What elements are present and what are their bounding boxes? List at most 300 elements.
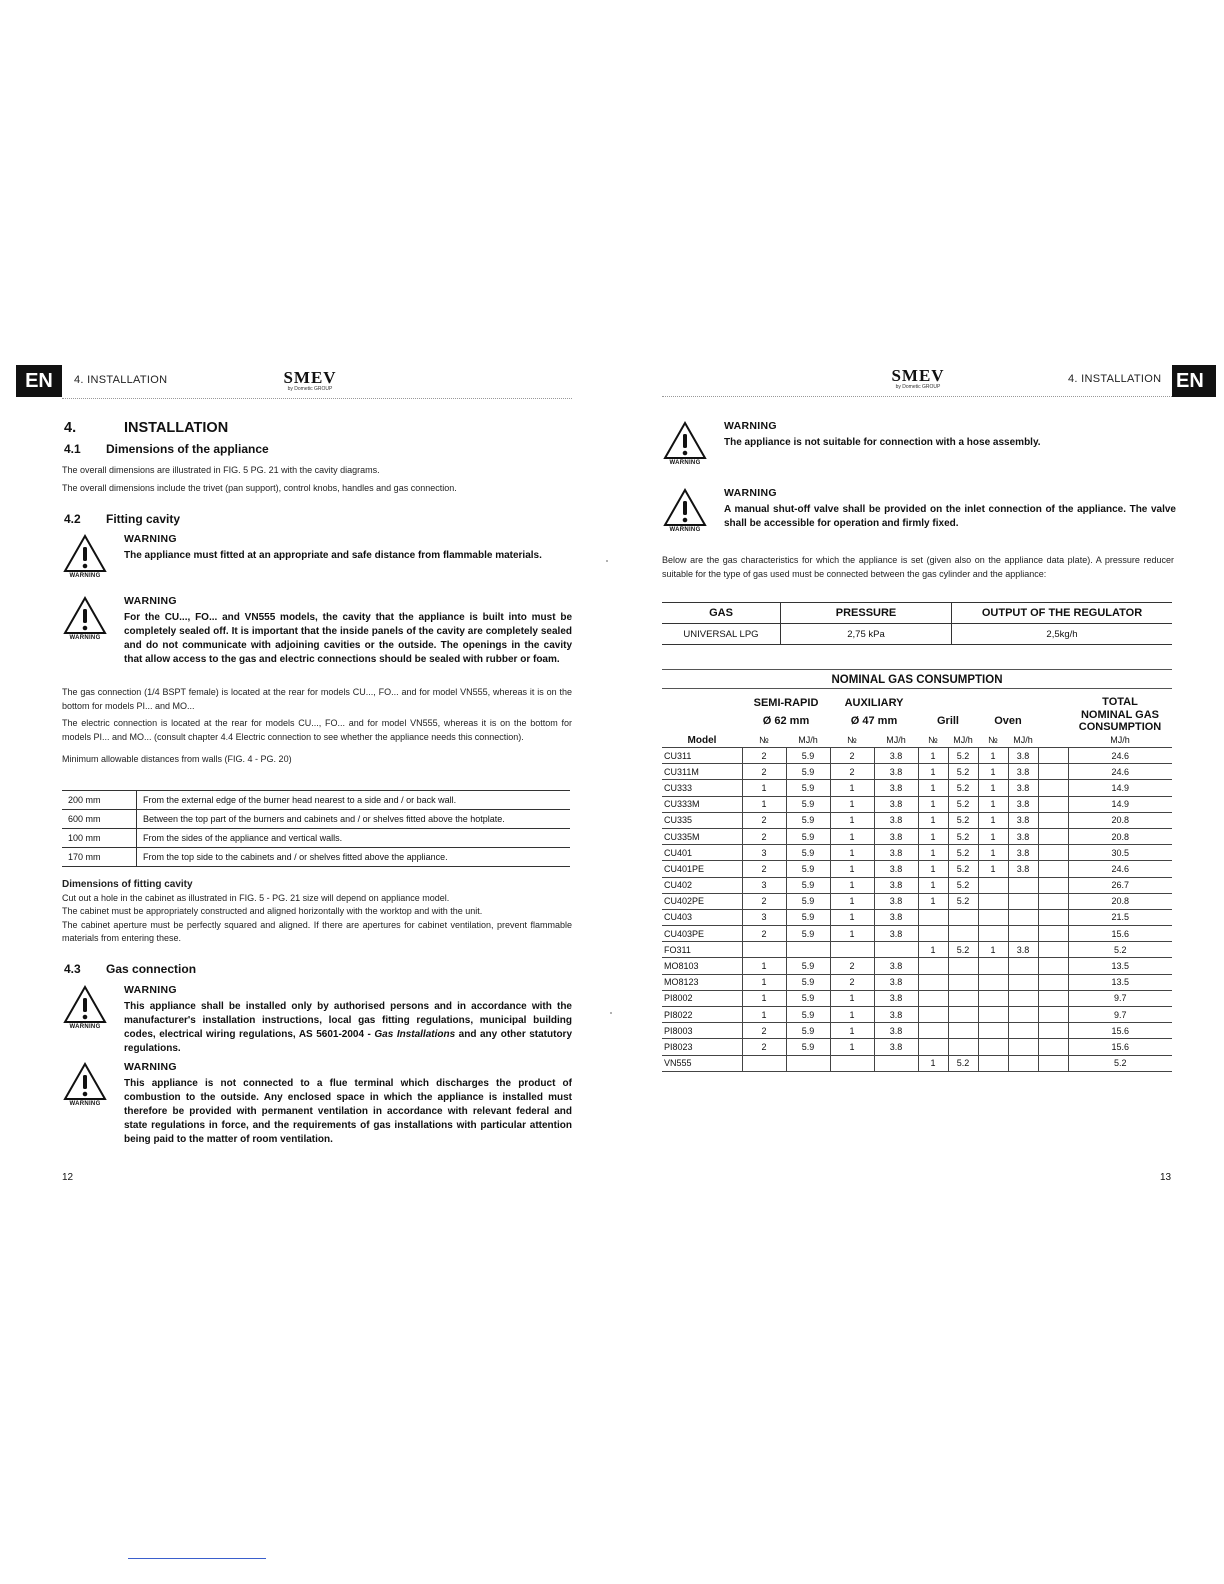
group-semi-rapid: SEMI-RAPID bbox=[753, 697, 819, 709]
column-spacer bbox=[1038, 974, 1068, 990]
value-cell bbox=[1008, 893, 1038, 909]
model-cell: CU402 bbox=[662, 877, 742, 893]
gas-table-header: PRESSURE bbox=[781, 603, 952, 624]
model-cell: CU401PE bbox=[662, 861, 742, 877]
paragraph: The electric connection is located at the rear for models CU..., FO... and for model VN555, whereas it is on the bottom for models PI... and MO... (consult chapter 4.4 Electric connection to see whether the appliance needs this connection). bbox=[62, 718, 572, 742]
group-total-lines bbox=[1068, 709, 1172, 733]
value-cell: 5.2 bbox=[948, 877, 978, 893]
value-cell: 1 bbox=[830, 990, 874, 1006]
model-cell: CU333M bbox=[662, 796, 742, 812]
value-cell bbox=[978, 990, 1008, 1006]
value-cell: 5.9 bbox=[786, 764, 830, 780]
value-cell: 3.8 bbox=[1008, 942, 1038, 958]
value-cell: 1 bbox=[742, 990, 786, 1006]
warning-text-part: This appliance shall be installed only by authorised persons and in accordance with the manufacturer's installation instructions, local gas fitting regulations, municipal building codes, electrical wiring regulations, AS 5601-2004 - bbox=[124, 1001, 572, 1040]
value-cell: 3.8 bbox=[1008, 748, 1038, 764]
model-cell: CU311M bbox=[662, 764, 742, 780]
total-cell: 5.2 bbox=[1068, 1055, 1172, 1071]
cavity-dimensions-text bbox=[62, 878, 572, 946]
table-row bbox=[662, 1039, 1172, 1055]
total-cell: 9.7 bbox=[1068, 1007, 1172, 1023]
warning-icon-label: WARNING bbox=[69, 1024, 101, 1030]
page-number: 13 bbox=[1160, 1172, 1172, 1183]
value-cell: 1 bbox=[830, 1039, 874, 1055]
value-cell: 3.8 bbox=[874, 845, 918, 861]
value-cell: 1 bbox=[830, 828, 874, 844]
value-cell: 3.8 bbox=[874, 1007, 918, 1023]
column-spacer bbox=[1038, 780, 1068, 796]
model-cell: PI8003 bbox=[662, 1023, 742, 1039]
table-row bbox=[662, 990, 1172, 1006]
total-cell: 26.7 bbox=[1068, 877, 1172, 893]
table-row bbox=[662, 1023, 1172, 1039]
section-4-1-number: 4.1 bbox=[64, 442, 81, 456]
value-cell: 3.8 bbox=[874, 828, 918, 844]
value-cell: 5.9 bbox=[786, 958, 830, 974]
warning-block bbox=[662, 487, 1176, 543]
total-cell: 21.5 bbox=[1068, 909, 1172, 925]
blue-rule bbox=[128, 1558, 266, 1559]
column-spacer bbox=[1038, 1055, 1068, 1071]
table-row bbox=[662, 1055, 1172, 1071]
value-cell bbox=[874, 942, 918, 958]
warning-icon-label: WARNING bbox=[669, 460, 701, 466]
value-cell: 2 bbox=[742, 748, 786, 764]
table-row bbox=[662, 624, 1172, 645]
value-cell: 3.8 bbox=[1008, 796, 1038, 812]
value-cell: 5.9 bbox=[786, 780, 830, 796]
value-cell bbox=[918, 990, 948, 1006]
scan-mark bbox=[610, 1012, 612, 1014]
value-cell: 1 bbox=[918, 861, 948, 877]
total-cell: 14.9 bbox=[1068, 780, 1172, 796]
value-cell bbox=[1008, 1007, 1038, 1023]
value-cell: 1 bbox=[978, 764, 1008, 780]
warning-text: This appliance is not connected to a flue terminal which discharges the product of combustion to the outside. Any enclosed space in which the appliance is installed must therefore be provided with permanent ventilation in accordance with relevant federal and state regulations in force, and the requirements of gas installations with particular attention being paid to the matter of room ventilation. bbox=[124, 1078, 572, 1145]
value-cell: 5.9 bbox=[786, 845, 830, 861]
value-cell: 1 bbox=[830, 812, 874, 828]
gas-table-header: GAS bbox=[662, 603, 781, 624]
group-total-line-2: NOMINAL GAS bbox=[1080, 709, 1160, 721]
column-header-model: Model bbox=[662, 733, 742, 748]
value-cell bbox=[978, 958, 1008, 974]
value-cell bbox=[1008, 909, 1038, 925]
gas-table-header: OUTPUT OF THE REGULATOR bbox=[952, 603, 1173, 624]
warning-icon bbox=[662, 420, 708, 466]
table-row bbox=[62, 810, 570, 829]
warning-block bbox=[62, 984, 572, 1058]
total-cell: 24.6 bbox=[1068, 748, 1172, 764]
language-tab: EN bbox=[16, 365, 62, 397]
value-cell: 5.2 bbox=[948, 780, 978, 796]
value-cell: 3 bbox=[742, 909, 786, 925]
value-cell: 1 bbox=[918, 1055, 948, 1071]
total-cell: 20.8 bbox=[1068, 812, 1172, 828]
warning-icon bbox=[662, 487, 708, 533]
value-cell bbox=[786, 1055, 830, 1071]
logo-subtitle: by Dometic GROUP bbox=[287, 386, 333, 392]
model-cell: VN555 bbox=[662, 1055, 742, 1071]
warning-icon-label: WARNING bbox=[669, 527, 701, 533]
warning-icon bbox=[62, 1061, 108, 1107]
section-4-1-text bbox=[62, 464, 572, 495]
distance-value: 100 mm bbox=[62, 829, 137, 848]
value-cell bbox=[978, 1039, 1008, 1055]
value-cell: 3.8 bbox=[874, 893, 918, 909]
value-cell: 3.8 bbox=[874, 909, 918, 925]
value-cell: 1 bbox=[978, 780, 1008, 796]
value-cell: 5.9 bbox=[786, 974, 830, 990]
distance-value: 600 mm bbox=[62, 810, 137, 829]
value-cell: 5.2 bbox=[948, 845, 978, 861]
value-cell bbox=[948, 1007, 978, 1023]
column-spacer bbox=[1038, 1007, 1068, 1023]
smev-logo bbox=[270, 370, 350, 392]
value-cell bbox=[948, 1023, 978, 1039]
value-cell bbox=[918, 926, 948, 942]
table-row bbox=[662, 748, 1172, 764]
model-cell: CU403PE bbox=[662, 926, 742, 942]
column-header-unit: MJ/h bbox=[874, 733, 918, 748]
value-cell bbox=[1008, 990, 1038, 1006]
group-total-line-1: TOTAL bbox=[1102, 696, 1138, 708]
model-cell: MO8103 bbox=[662, 958, 742, 974]
value-cell bbox=[978, 909, 1008, 925]
value-cell: 5.2 bbox=[948, 861, 978, 877]
value-cell: 5.2 bbox=[948, 1055, 978, 1071]
value-cell: 3.8 bbox=[874, 764, 918, 780]
value-cell: 1 bbox=[830, 877, 874, 893]
warning-title: WARNING bbox=[724, 420, 777, 432]
column-spacer bbox=[1038, 926, 1068, 942]
value-cell: 5.9 bbox=[786, 990, 830, 1006]
table-row bbox=[662, 861, 1172, 877]
value-cell: 5.2 bbox=[948, 893, 978, 909]
value-cell bbox=[786, 942, 830, 958]
scan-mark bbox=[606, 560, 608, 562]
value-cell: 1 bbox=[978, 796, 1008, 812]
warning-title: WARNING bbox=[124, 533, 177, 545]
distance-description: From the external edge of the burner head nearest to a side and / or back wall. bbox=[137, 791, 571, 810]
value-cell: 1 bbox=[918, 877, 948, 893]
column-spacer bbox=[1038, 764, 1068, 780]
column-spacer bbox=[1038, 812, 1068, 828]
paragraph: The gas connection (1/4 BSPT female) is located at the rear for models CU..., FO... and for model VN555, whereas it is on the bottom for models PI... and MO... bbox=[62, 687, 572, 711]
chapter-number: 4. bbox=[64, 420, 77, 436]
distance-description: From the sides of the appliance and vertical walls. bbox=[137, 829, 571, 848]
distance-value: 170 mm bbox=[62, 848, 137, 867]
column-header-unit: MJ/h bbox=[948, 733, 978, 748]
group-auxiliary-diameter: Ø 47 mm bbox=[850, 715, 898, 727]
value-cell bbox=[948, 974, 978, 990]
table-row bbox=[662, 958, 1172, 974]
value-cell bbox=[830, 1055, 874, 1071]
value-cell: 5.9 bbox=[786, 893, 830, 909]
column-spacer bbox=[1038, 877, 1068, 893]
value-cell bbox=[874, 1055, 918, 1071]
value-cell: 3.8 bbox=[1008, 828, 1038, 844]
value-cell: 1 bbox=[978, 828, 1008, 844]
table-row bbox=[662, 926, 1172, 942]
warning-text: The appliance is not suitable for connection with a hose assembly. bbox=[724, 437, 1041, 448]
logo-brand: SMEV bbox=[283, 368, 337, 387]
warning-text: For the CU..., FO... and VN555 models, the cavity that the appliance is built into must be completely sealed off. It is important that the inside panels of the cavity are completely sealed and do not communicate with adjoining cavities or the outside. The openings in the cavity that allow access to the gas and electric connections should be sealed with rubber or foam. bbox=[124, 612, 572, 665]
value-cell: 3.8 bbox=[1008, 780, 1038, 796]
table-row bbox=[662, 764, 1172, 780]
table-row bbox=[662, 877, 1172, 893]
value-cell: 2 bbox=[830, 748, 874, 764]
distances-table bbox=[62, 790, 570, 867]
warning-icon bbox=[62, 533, 108, 579]
value-cell: 1 bbox=[742, 780, 786, 796]
value-cell: 1 bbox=[830, 909, 874, 925]
header-section-title: 4. INSTALLATION bbox=[1068, 373, 1162, 385]
value-cell: 2 bbox=[742, 828, 786, 844]
value-cell bbox=[918, 909, 948, 925]
value-cell bbox=[1008, 926, 1038, 942]
gas-table-cell: 2,75 kPa bbox=[781, 624, 952, 645]
column-spacer bbox=[1038, 828, 1068, 844]
group-semi-rapid-diameter: Ø 62 mm bbox=[762, 715, 810, 727]
value-cell: 1 bbox=[742, 796, 786, 812]
logo-subtitle: by Dometic GROUP bbox=[895, 384, 941, 390]
warning-text bbox=[124, 1000, 572, 1056]
value-cell: 1 bbox=[918, 796, 948, 812]
value-cell: 2 bbox=[830, 974, 874, 990]
total-cell: 15.6 bbox=[1068, 926, 1172, 942]
warning-text: A manual shut-off valve shall be provided on the inlet connection of the appliance. The valve shall be accessible for operation and firmly fixed. bbox=[724, 504, 1176, 529]
column-spacer bbox=[1038, 845, 1068, 861]
column-header-unit: № bbox=[978, 733, 1008, 748]
value-cell: 1 bbox=[918, 828, 948, 844]
value-cell: 3.8 bbox=[874, 1023, 918, 1039]
value-cell: 3.8 bbox=[1008, 764, 1038, 780]
value-cell bbox=[742, 942, 786, 958]
chapter-title: INSTALLATION bbox=[124, 420, 229, 436]
paragraph: Cut out a hole in the cabinet as illustrated in FIG. 5 - PG. 21 size will depend on appliance model. bbox=[62, 892, 450, 903]
value-cell bbox=[948, 909, 978, 925]
value-cell bbox=[1008, 877, 1038, 893]
value-cell bbox=[1008, 1023, 1038, 1039]
value-cell bbox=[918, 1023, 948, 1039]
smev-logo bbox=[878, 368, 958, 390]
column-header-unit: MJ/h bbox=[1008, 733, 1038, 748]
table-row bbox=[662, 845, 1172, 861]
value-cell bbox=[978, 1023, 1008, 1039]
value-cell: 3.8 bbox=[874, 926, 918, 942]
table-row bbox=[662, 780, 1172, 796]
model-cell: PI8022 bbox=[662, 1007, 742, 1023]
value-cell bbox=[742, 1055, 786, 1071]
model-cell: CU335 bbox=[662, 812, 742, 828]
paragraph: The cabinet must be appropriately constructed and aligned horizontally with the worktop and with the unit. bbox=[62, 906, 483, 916]
gas-table-cell: UNIVERSAL LPG bbox=[662, 624, 781, 645]
value-cell bbox=[978, 877, 1008, 893]
warning-title: WARNING bbox=[124, 1061, 177, 1073]
value-cell: 3.8 bbox=[874, 812, 918, 828]
table-row bbox=[662, 812, 1172, 828]
value-cell: 1 bbox=[918, 845, 948, 861]
value-cell: 1 bbox=[830, 926, 874, 942]
value-cell: 3.8 bbox=[874, 780, 918, 796]
value-cell: 1 bbox=[918, 812, 948, 828]
value-cell: 1 bbox=[918, 780, 948, 796]
column-header-unit: № bbox=[918, 733, 948, 748]
model-cell: CU402PE bbox=[662, 893, 742, 909]
section-4-3-title: Gas connection bbox=[106, 962, 197, 976]
total-cell: 5.2 bbox=[1068, 942, 1172, 958]
value-cell: 2 bbox=[742, 926, 786, 942]
value-cell: 1 bbox=[978, 748, 1008, 764]
warning-icon-label: WARNING bbox=[69, 1101, 101, 1107]
group-total-line-3: CONSUMPTION bbox=[1078, 721, 1162, 733]
warning-title: WARNING bbox=[124, 984, 177, 996]
total-cell: 24.6 bbox=[1068, 764, 1172, 780]
gas-table-cell: 2,5kg/h bbox=[952, 624, 1173, 645]
column-spacer bbox=[1038, 861, 1068, 877]
value-cell: 5.2 bbox=[948, 748, 978, 764]
value-cell: 3.8 bbox=[874, 796, 918, 812]
model-cell: MO8123 bbox=[662, 974, 742, 990]
value-cell: 5.2 bbox=[948, 812, 978, 828]
column-spacer bbox=[1038, 958, 1068, 974]
value-cell: 5.9 bbox=[786, 828, 830, 844]
header-rule bbox=[62, 398, 572, 399]
section-4-2-title: Fitting cavity bbox=[106, 512, 181, 526]
value-cell: 5.9 bbox=[786, 909, 830, 925]
column-header-unit: № bbox=[742, 733, 786, 748]
value-cell: 5.9 bbox=[786, 748, 830, 764]
section-4-1-title: Dimensions of the appliance bbox=[106, 442, 269, 456]
right-page bbox=[612, 0, 1224, 1584]
total-cell: 13.5 bbox=[1068, 974, 1172, 990]
value-cell: 1 bbox=[830, 780, 874, 796]
paragraph: The cabinet aperture must be perfectly squared and aligned. If there are apertures for cabinet ventilation, prevent flammable materials from entering these. bbox=[62, 919, 572, 943]
distance-value: 200 mm bbox=[62, 791, 137, 810]
standard-title: Gas Installations bbox=[374, 1029, 456, 1040]
value-cell: 1 bbox=[830, 861, 874, 877]
value-cell bbox=[1008, 1039, 1038, 1055]
value-cell: 5.9 bbox=[786, 861, 830, 877]
value-cell: 1 bbox=[742, 958, 786, 974]
value-cell: 5.2 bbox=[948, 796, 978, 812]
value-cell bbox=[978, 974, 1008, 990]
value-cell bbox=[918, 974, 948, 990]
value-cell: 2 bbox=[742, 861, 786, 877]
value-cell bbox=[948, 926, 978, 942]
value-cell bbox=[1008, 974, 1038, 990]
value-cell: 1 bbox=[830, 845, 874, 861]
model-cell: CU401 bbox=[662, 845, 742, 861]
total-cell: 14.9 bbox=[1068, 796, 1172, 812]
warning-title: WARNING bbox=[124, 595, 177, 607]
value-cell bbox=[948, 958, 978, 974]
column-spacer bbox=[1038, 1039, 1068, 1055]
value-cell: 3.8 bbox=[874, 1039, 918, 1055]
value-cell: 3.8 bbox=[1008, 861, 1038, 877]
table-row bbox=[662, 1007, 1172, 1023]
group-oven: Oven bbox=[994, 715, 1022, 727]
value-cell: 1 bbox=[742, 974, 786, 990]
value-cell bbox=[918, 1007, 948, 1023]
warning-title: WARNING bbox=[724, 487, 777, 499]
column-spacer bbox=[1038, 748, 1068, 764]
value-cell: 1 bbox=[742, 1007, 786, 1023]
warning-icon bbox=[62, 984, 108, 1030]
total-cell: 13.5 bbox=[1068, 958, 1172, 974]
model-cell: CU403 bbox=[662, 909, 742, 925]
warning-block bbox=[662, 420, 1176, 476]
total-cell: 20.8 bbox=[1068, 828, 1172, 844]
value-cell: 1 bbox=[978, 845, 1008, 861]
column-spacer bbox=[1038, 1023, 1068, 1039]
value-cell: 3.8 bbox=[1008, 812, 1038, 828]
header-rule bbox=[662, 396, 1172, 397]
table-row bbox=[62, 791, 570, 810]
value-cell: 2 bbox=[742, 764, 786, 780]
column-spacer bbox=[1038, 942, 1068, 958]
model-cell: CU335M bbox=[662, 828, 742, 844]
value-cell bbox=[918, 1039, 948, 1055]
table-row bbox=[62, 829, 570, 848]
value-cell: 2 bbox=[830, 958, 874, 974]
column-header-unit: № bbox=[830, 733, 874, 748]
total-cell: 15.6 bbox=[1068, 1039, 1172, 1055]
warning-text: The appliance must fitted at an appropriate and safe distance from flammable materials. bbox=[124, 550, 542, 561]
model-cell: CU333 bbox=[662, 780, 742, 796]
value-cell: 2 bbox=[742, 893, 786, 909]
column-spacer bbox=[1038, 796, 1068, 812]
column-spacer bbox=[1038, 990, 1068, 1006]
paragraph: Minimum allowable distances from walls (FIG. 4 - PG. 20) bbox=[62, 754, 292, 764]
language-tab: EN bbox=[1172, 365, 1216, 397]
value-cell: 3.8 bbox=[1008, 845, 1038, 861]
value-cell bbox=[830, 942, 874, 958]
column-spacer bbox=[1038, 893, 1068, 909]
gas-intro-text: Below are the gas characteristics for which the appliance is set (given also on the appliance data plate). A pressure reducer suitable for the type of gas used must be connected between the gas cylinder and the appliance: bbox=[662, 555, 1174, 579]
logo-brand: SMEV bbox=[891, 366, 945, 385]
gas-consumption-table bbox=[662, 672, 1172, 1072]
value-cell: 1 bbox=[978, 861, 1008, 877]
value-cell: 2 bbox=[742, 812, 786, 828]
value-cell: 1 bbox=[830, 893, 874, 909]
model-cell: FO311 bbox=[662, 942, 742, 958]
warning-icon-label: WARNING bbox=[69, 635, 101, 641]
value-cell: 1 bbox=[830, 1023, 874, 1039]
warning-icon bbox=[62, 595, 108, 641]
section-4-2-number: 4.2 bbox=[64, 512, 81, 526]
paragraph: The overall dimensions include the trivet (pan support), control knobs, handles and gas connection. bbox=[62, 482, 457, 493]
table-row bbox=[662, 796, 1172, 812]
value-cell: 5.9 bbox=[786, 796, 830, 812]
subheading: Dimensions of fitting cavity bbox=[62, 879, 193, 890]
model-cell: PI8023 bbox=[662, 1039, 742, 1055]
header-section-title: 4. INSTALLATION bbox=[74, 374, 168, 386]
section-rule bbox=[662, 669, 1172, 670]
total-cell: 24.6 bbox=[1068, 861, 1172, 877]
value-cell bbox=[948, 1039, 978, 1055]
warning-text-part: and any other statutory regulations. bbox=[124, 1029, 572, 1054]
total-cell: 15.6 bbox=[1068, 1023, 1172, 1039]
value-cell: 5.2 bbox=[948, 828, 978, 844]
warning-block bbox=[62, 595, 572, 683]
value-cell: 5.9 bbox=[786, 1007, 830, 1023]
warning-block bbox=[62, 1061, 572, 1151]
paragraph: The overall dimensions are illustrated in FIG. 5 PG. 21 with the cavity diagrams. bbox=[62, 465, 380, 475]
column-spacer bbox=[1038, 733, 1068, 748]
value-cell bbox=[1008, 1055, 1038, 1071]
value-cell bbox=[918, 958, 948, 974]
